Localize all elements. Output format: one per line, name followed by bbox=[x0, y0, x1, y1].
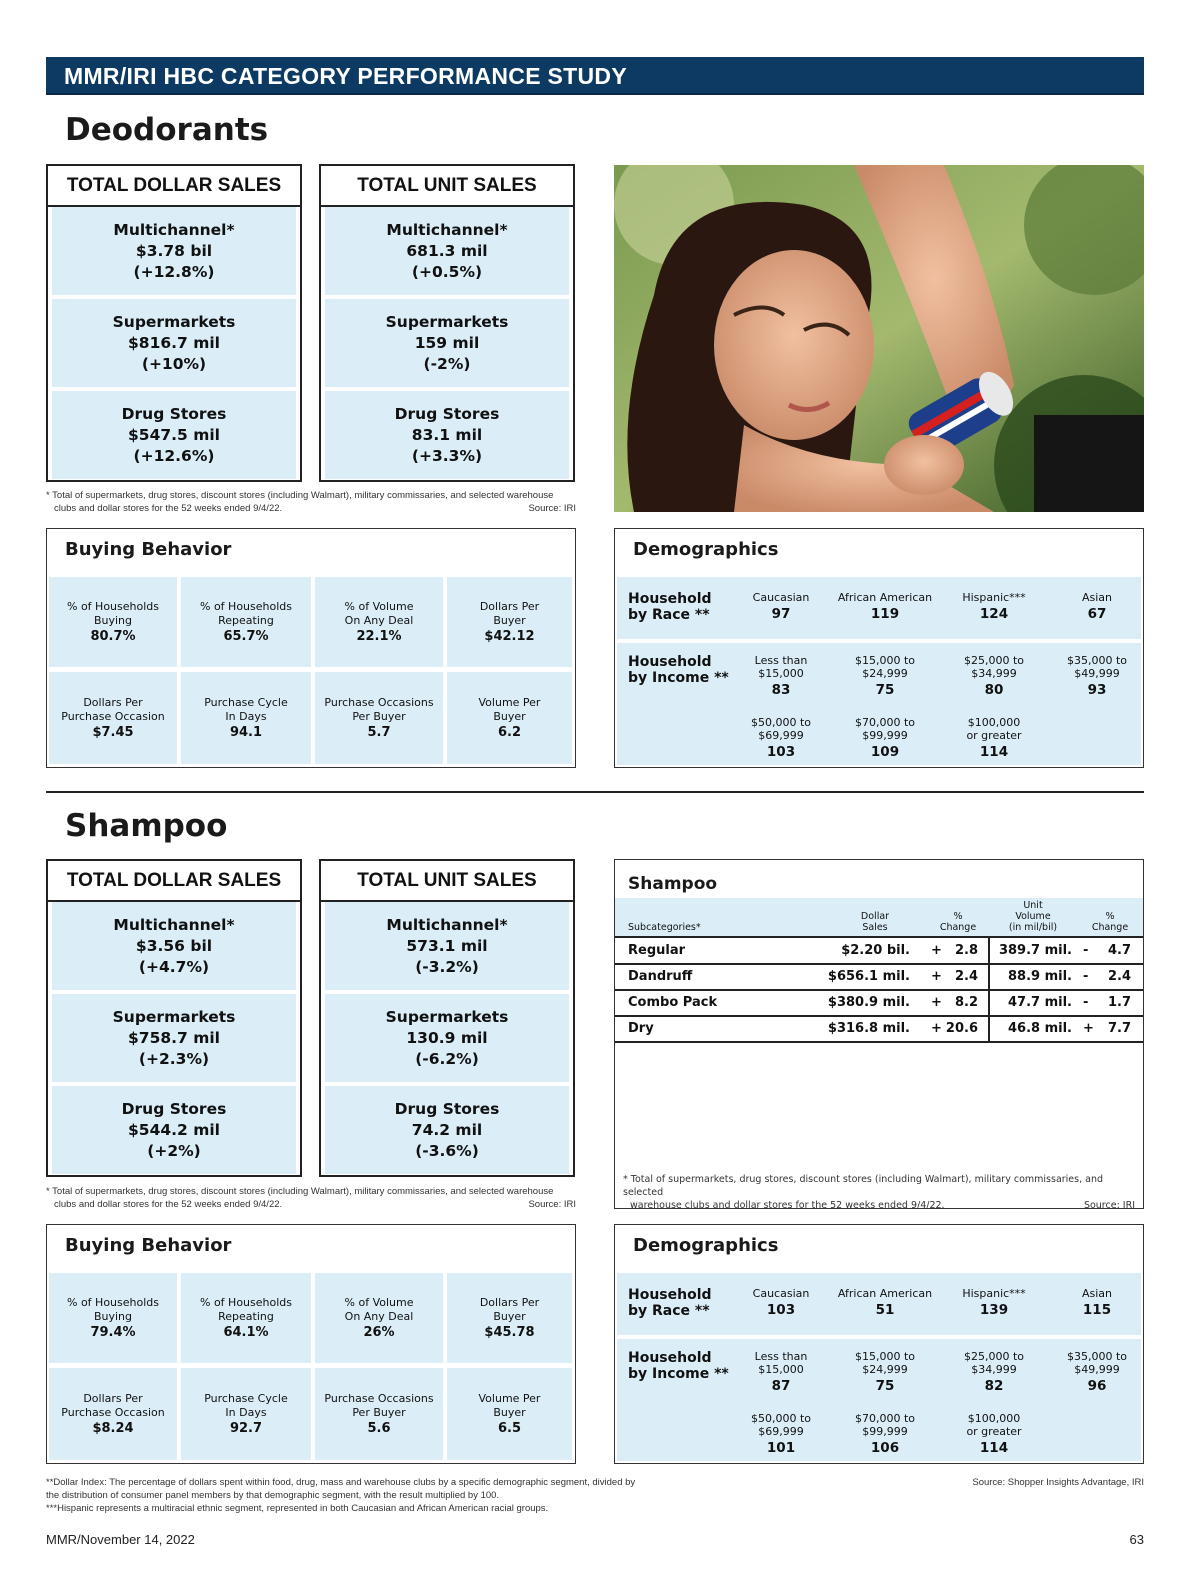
cell-label: Drug Stores bbox=[121, 1099, 227, 1118]
cell-label: Supermarkets bbox=[385, 312, 509, 331]
buying-metric bbox=[447, 1273, 572, 1363]
col-header-subcategories: Subcategories* bbox=[628, 922, 701, 933]
header-line: Volume bbox=[1015, 911, 1051, 922]
row-units: 389.7 mil. bbox=[998, 943, 1072, 958]
income-item bbox=[726, 654, 836, 697]
demographic-footnotes bbox=[46, 1476, 746, 1515]
unit-sales-header: TOTAL UNIT SALES bbox=[321, 166, 573, 207]
income-item bbox=[1042, 1350, 1152, 1393]
page-footer-issue: MMR/November 14, 2022 bbox=[46, 1532, 195, 1547]
item-value: 93 bbox=[1087, 682, 1107, 698]
metric-label: Dollars Per bbox=[83, 1392, 143, 1406]
income-label bbox=[628, 654, 729, 686]
metric-label: % of Households bbox=[67, 1296, 159, 1310]
cell-change: (+4.7%) bbox=[138, 957, 210, 976]
item-label: African American bbox=[837, 1287, 933, 1300]
row-name: Dandruff bbox=[628, 969, 693, 984]
item-value: 80 bbox=[984, 682, 1004, 698]
header-line: Unit bbox=[1023, 900, 1043, 911]
metric-value: $45.78 bbox=[484, 1325, 535, 1341]
cell-change: (+12.6%) bbox=[133, 446, 215, 465]
item-value: 139 bbox=[979, 1302, 1009, 1318]
buying-metric bbox=[447, 577, 572, 667]
row-units: 47.7 mil. bbox=[1008, 995, 1072, 1010]
income-item bbox=[726, 1412, 836, 1455]
label-line: Household bbox=[628, 1350, 712, 1366]
item-label: $35,000 to bbox=[1066, 654, 1128, 667]
metric-value: $42.12 bbox=[484, 629, 535, 645]
footnote-line: warehouse clubs and dollar stores for the 52 weeks ended 9/4/22. bbox=[630, 1200, 945, 1211]
cell-label: Drug Stores bbox=[394, 404, 500, 423]
race-item bbox=[1042, 1287, 1152, 1317]
item-value: 75 bbox=[875, 1378, 895, 1394]
item-label: $69,999 bbox=[758, 1425, 804, 1438]
row-dollars: $380.9 mil. bbox=[827, 995, 910, 1010]
item-label: or greater bbox=[966, 729, 1022, 742]
metric-label: On Any Deal bbox=[344, 613, 414, 627]
subcategory-rows bbox=[615, 938, 1143, 1042]
col-header-dollar-sales bbox=[845, 911, 905, 933]
metric-label: % of Volume bbox=[344, 600, 414, 614]
cell-value: 159 mil bbox=[414, 333, 480, 352]
row-unit-sign: + bbox=[1083, 1021, 1094, 1036]
race-item bbox=[830, 1287, 940, 1317]
dollar-sales-drug-stores bbox=[52, 1086, 296, 1174]
item-label: $15,000 to bbox=[854, 1350, 916, 1363]
cell-value: $3.56 bil bbox=[135, 936, 213, 955]
footnote-line: ***Hispanic represents a multiracial ethnic segment, represented in both Caucasian and African American racial groups. bbox=[46, 1503, 549, 1514]
item-label: Asian bbox=[1081, 1287, 1113, 1300]
cell-change: (-6.2%) bbox=[415, 1049, 479, 1068]
source-note: Source: IRI bbox=[528, 1199, 576, 1210]
income-item bbox=[830, 716, 940, 759]
item-label: $70,000 to bbox=[854, 1412, 916, 1425]
header-line: Change bbox=[1091, 922, 1129, 933]
col-header-unit-change bbox=[1085, 911, 1135, 933]
unit-sales-multichannel bbox=[325, 902, 569, 990]
row-unit-pct: 2.4 bbox=[1107, 969, 1131, 984]
metric-label: % of Volume bbox=[344, 1296, 414, 1310]
deodorant-sales-footnote bbox=[46, 489, 576, 515]
metric-label: Purchase Occasion bbox=[61, 1405, 165, 1419]
metric-label: Volume Per bbox=[478, 696, 541, 710]
metric-value: 65.7% bbox=[223, 629, 269, 645]
row-name: Combo Pack bbox=[628, 995, 718, 1010]
metric-label: Per Buyer bbox=[352, 1405, 406, 1419]
item-label: $25,000 to bbox=[963, 1350, 1025, 1363]
metric-label: On Any Deal bbox=[344, 1309, 414, 1323]
footnote-line: clubs and dollar stores for the 52 weeks ended 9/4/22. bbox=[54, 503, 283, 514]
page-number: 63 bbox=[1129, 1532, 1144, 1547]
demographics-title: Demographics bbox=[633, 1235, 779, 1256]
income-item bbox=[939, 716, 1049, 759]
cell-label: Multichannel* bbox=[386, 220, 508, 239]
buying-metric bbox=[315, 577, 443, 667]
row-name: Dry bbox=[628, 1021, 654, 1036]
cell-value: 130.9 mil bbox=[406, 1028, 488, 1047]
unit-sales-multichannel bbox=[325, 207, 569, 295]
section-title-shampoo: Shampoo bbox=[65, 808, 228, 844]
income-item bbox=[939, 1350, 1049, 1393]
row-unit-sign: - bbox=[1083, 969, 1089, 984]
metric-label: In Days bbox=[225, 709, 267, 723]
metric-label: Volume Per bbox=[478, 1392, 541, 1406]
item-label: Caucasian bbox=[752, 1287, 810, 1300]
metric-value: 80.7% bbox=[90, 629, 136, 645]
deodorant-demographics-panel bbox=[614, 528, 1144, 768]
cell-value: 83.1 mil bbox=[411, 425, 483, 444]
metric-value: 79.4% bbox=[90, 1325, 136, 1341]
metric-label: Buyer bbox=[493, 613, 526, 627]
metric-value: 94.1 bbox=[229, 725, 263, 741]
row-unit-pct: 4.7 bbox=[1107, 943, 1131, 958]
buying-metric bbox=[181, 1368, 311, 1460]
metric-label: % of Households bbox=[200, 1296, 292, 1310]
item-label: $99,999 bbox=[862, 1425, 908, 1438]
race-item bbox=[830, 591, 940, 621]
item-label: Less than bbox=[754, 654, 808, 667]
buying-metric bbox=[181, 577, 311, 667]
metric-value: 6.2 bbox=[497, 725, 522, 741]
row-name: Regular bbox=[628, 943, 686, 958]
deodorant-unit-sales-box bbox=[319, 164, 575, 482]
item-value: 67 bbox=[1087, 606, 1107, 622]
item-value: 96 bbox=[1087, 1378, 1107, 1394]
item-label: $15,000 to bbox=[854, 654, 916, 667]
item-label: $34,999 bbox=[971, 667, 1017, 680]
header-line: % bbox=[1105, 911, 1115, 922]
item-label: $70,000 to bbox=[854, 716, 916, 729]
item-value: 97 bbox=[771, 606, 791, 622]
table-row bbox=[615, 990, 1143, 1017]
item-label: $34,999 bbox=[971, 1363, 1017, 1376]
race-item bbox=[939, 1287, 1049, 1317]
dollar-sales-drug-stores bbox=[52, 391, 296, 479]
table-row bbox=[615, 1016, 1143, 1043]
item-label: African American bbox=[837, 591, 933, 604]
unit-sales-header: TOTAL UNIT SALES bbox=[321, 861, 573, 902]
income-item bbox=[939, 654, 1049, 697]
item-value: 109 bbox=[870, 744, 900, 760]
item-label: or greater bbox=[966, 1425, 1022, 1438]
row-dollars: $2.20 bil. bbox=[841, 943, 910, 958]
col-header-unit-volume bbox=[998, 900, 1068, 933]
income-item bbox=[830, 654, 940, 697]
metric-label: Purchase Occasion bbox=[61, 709, 165, 723]
buying-metric bbox=[181, 672, 311, 764]
metric-label: Buyer bbox=[493, 709, 526, 723]
dollar-sales-multichannel bbox=[52, 902, 296, 990]
row-units: 46.8 mil. bbox=[1008, 1021, 1072, 1036]
metric-value: 92.7 bbox=[229, 1421, 263, 1437]
item-label: $24,999 bbox=[862, 1363, 908, 1376]
metric-label: Dollars Per bbox=[83, 696, 143, 710]
cell-value: $544.2 mil bbox=[128, 1120, 220, 1139]
metric-label: Dollars Per bbox=[479, 600, 540, 614]
metric-label: Repeating bbox=[218, 1309, 274, 1323]
item-label: $15,000 bbox=[758, 667, 804, 680]
metric-label: Purchase Cycle bbox=[204, 1392, 288, 1406]
label-line: by Income ** bbox=[628, 1366, 729, 1382]
section-divider bbox=[46, 791, 1144, 793]
row-sign: + bbox=[931, 995, 942, 1010]
subcategory-footnote bbox=[623, 1173, 1135, 1212]
item-value: 103 bbox=[766, 744, 796, 760]
race-item bbox=[939, 591, 1049, 621]
woman-applying-deodorant-photo bbox=[614, 165, 1144, 512]
footnote-line: clubs and dollar stores for the 52 weeks ended 9/4/22. bbox=[54, 1199, 283, 1210]
item-label: $35,000 to bbox=[1066, 1350, 1128, 1363]
table-row bbox=[615, 938, 1143, 965]
cell-label: Supermarkets bbox=[385, 1007, 509, 1026]
footnote-line: * Total of supermarkets, drug stores, discount stores (including Walmart), military commissaries, and selected bbox=[623, 1174, 1104, 1198]
metric-value: $7.45 bbox=[92, 725, 134, 741]
metric-label: Buyer bbox=[493, 1405, 526, 1419]
cell-change: (+2.3%) bbox=[138, 1049, 210, 1068]
buying-metric bbox=[181, 1273, 311, 1363]
unit-sales-supermarkets bbox=[325, 994, 569, 1082]
cell-label: Supermarkets bbox=[112, 312, 236, 331]
buying-behavior-title: Buying Behavior bbox=[65, 1235, 232, 1256]
item-label: Caucasian bbox=[752, 591, 810, 604]
cell-label: Multichannel* bbox=[386, 915, 508, 934]
header-line: % bbox=[953, 911, 963, 922]
item-label: $49,999 bbox=[1074, 667, 1120, 680]
dollar-sales-header: TOTAL DOLLAR SALES bbox=[48, 166, 300, 207]
shampoo-buying-behavior-panel bbox=[46, 1224, 576, 1464]
label-line: Household bbox=[628, 591, 712, 607]
metric-label: Repeating bbox=[218, 613, 274, 627]
col-header-pct-change bbox=[933, 911, 983, 933]
row-sign: + bbox=[931, 969, 942, 984]
header-line: Dollar bbox=[860, 911, 890, 922]
race-item bbox=[1042, 591, 1152, 621]
shampoo-sales-footnote bbox=[46, 1185, 576, 1211]
cell-label: Drug Stores bbox=[121, 404, 227, 423]
item-label: Hispanic*** bbox=[962, 591, 1026, 604]
metric-label: % of Households bbox=[200, 600, 292, 614]
item-value: 87 bbox=[771, 1378, 791, 1394]
item-label: $69,999 bbox=[758, 729, 804, 742]
metric-label: Dollars Per bbox=[479, 1296, 540, 1310]
row-pct: 2.8 bbox=[954, 943, 978, 958]
row-unit-pct: 1.7 bbox=[1107, 995, 1131, 1010]
buying-metric bbox=[315, 1273, 443, 1363]
income-item bbox=[830, 1350, 940, 1393]
source-note: Source: IRI bbox=[528, 503, 576, 514]
item-value: 51 bbox=[875, 1302, 895, 1318]
dollar-sales-supermarkets bbox=[52, 994, 296, 1082]
deodorant-dollar-sales-box bbox=[46, 164, 302, 482]
row-sign: + bbox=[931, 943, 942, 958]
item-label: $99,999 bbox=[862, 729, 908, 742]
item-label: $15,000 bbox=[758, 1363, 804, 1376]
row-unit-pct: 7.7 bbox=[1107, 1021, 1131, 1036]
metric-value: 64.1% bbox=[223, 1325, 269, 1341]
subcategory-title: Shampoo bbox=[628, 874, 718, 894]
footnote-line: the distribution of consumer panel members by that demographic segment, with the result multiplied by 100. bbox=[46, 1490, 500, 1501]
header-line: (in mil/bil) bbox=[1008, 922, 1058, 933]
unit-sales-drug-stores bbox=[325, 1086, 569, 1174]
buying-behavior-title: Buying Behavior bbox=[65, 539, 232, 560]
shampoo-unit-sales-box bbox=[319, 859, 575, 1177]
cell-value: 681.3 mil bbox=[406, 241, 488, 260]
shampoo-dollar-sales-box bbox=[46, 859, 302, 1177]
dollar-sales-supermarkets bbox=[52, 299, 296, 387]
cell-change: (-3.2%) bbox=[415, 957, 479, 976]
item-value: 83 bbox=[771, 682, 791, 698]
row-unit-sign: - bbox=[1083, 943, 1089, 958]
cell-change: (-2%) bbox=[423, 354, 471, 373]
metric-label: Purchase Cycle bbox=[204, 696, 288, 710]
metric-label: Purchase Occasions bbox=[324, 1392, 434, 1406]
item-value: 114 bbox=[979, 1440, 1009, 1456]
income-item bbox=[830, 1412, 940, 1455]
cell-change: (+2%) bbox=[147, 1141, 201, 1160]
item-value: 103 bbox=[766, 1302, 796, 1318]
income-item bbox=[726, 1350, 836, 1393]
metric-label: Buyer bbox=[493, 1309, 526, 1323]
label-line: by Income ** bbox=[628, 670, 729, 686]
income-label bbox=[628, 1350, 729, 1382]
unit-sales-supermarkets bbox=[325, 299, 569, 387]
row-unit-sign: - bbox=[1083, 995, 1089, 1010]
footnote-line: * Total of supermarkets, drug stores, discount stores (including Walmart), military commissaries, and selected warehouse bbox=[46, 1186, 554, 1197]
header-line: Change bbox=[939, 922, 977, 933]
item-value: 82 bbox=[984, 1378, 1004, 1394]
row-pct: 20.6 bbox=[945, 1021, 978, 1036]
row-pct: 8.2 bbox=[954, 995, 978, 1010]
buying-metric bbox=[315, 1368, 443, 1460]
item-label: $50,000 to bbox=[750, 1412, 812, 1425]
metric-label: Buying bbox=[93, 613, 133, 627]
cell-change: (+12.8%) bbox=[133, 262, 215, 281]
buying-metric bbox=[447, 672, 572, 764]
shampoo-subcategory-panel bbox=[614, 859, 1144, 1209]
item-label: $100,000 bbox=[967, 716, 1021, 729]
metric-value: $8.24 bbox=[92, 1421, 134, 1437]
cell-label: Multichannel* bbox=[113, 915, 235, 934]
page-banner: MMR/IRI HBC CATEGORY PERFORMANCE STUDY bbox=[46, 57, 1144, 95]
race-item bbox=[726, 1287, 836, 1317]
metric-value: 5.6 bbox=[367, 1421, 391, 1437]
footnote-line: **Dollar Index: The percentage of dollars spent within food, drug, mass and warehouse clubs by a specific demographic segment, divided by bbox=[46, 1477, 636, 1488]
cell-value: $547.5 mil bbox=[128, 425, 220, 444]
metric-label: Per Buyer bbox=[352, 709, 406, 723]
row-units: 88.9 mil. bbox=[1008, 969, 1072, 984]
item-value: 115 bbox=[1082, 1302, 1112, 1318]
buying-metric bbox=[49, 577, 177, 667]
race-item bbox=[726, 591, 836, 621]
demographics-title: Demographics bbox=[633, 539, 779, 560]
cell-value: $3.78 bil bbox=[135, 241, 213, 260]
item-label: $24,999 bbox=[862, 667, 908, 680]
cell-label: Multichannel* bbox=[113, 220, 235, 239]
metric-value: 26% bbox=[363, 1325, 395, 1341]
item-label: Hispanic*** bbox=[962, 1287, 1026, 1300]
cell-change: (+0.5%) bbox=[411, 262, 483, 281]
label-line: Household bbox=[628, 654, 712, 670]
buying-metric bbox=[49, 672, 177, 764]
income-item bbox=[939, 1412, 1049, 1455]
item-value: 106 bbox=[870, 1440, 900, 1456]
row-pct: 2.4 bbox=[954, 969, 978, 984]
cell-change: (+10%) bbox=[141, 354, 207, 373]
item-label: Less than bbox=[754, 1350, 808, 1363]
metric-value: 6.5 bbox=[497, 1421, 522, 1437]
buying-metric bbox=[49, 1368, 177, 1460]
deodorant-buying-behavior-panel bbox=[46, 528, 576, 768]
label-line: Household bbox=[628, 1287, 712, 1303]
buying-metric bbox=[447, 1368, 572, 1460]
metric-label: % of Households bbox=[67, 600, 159, 614]
item-value: 124 bbox=[979, 606, 1009, 622]
demographic-source: Source: Shopper Insights Advantage, IRI bbox=[972, 1477, 1144, 1488]
cell-value: $758.7 mil bbox=[128, 1028, 220, 1047]
source-note: Source: IRI bbox=[1083, 1200, 1135, 1211]
item-value: 75 bbox=[875, 682, 895, 698]
item-value: 119 bbox=[870, 606, 900, 622]
row-dollars: $656.1 mil. bbox=[827, 969, 910, 984]
metric-value: 5.7 bbox=[367, 725, 391, 741]
item-value: 114 bbox=[979, 744, 1009, 760]
dollar-sales-multichannel bbox=[52, 207, 296, 295]
buying-metric bbox=[315, 672, 443, 764]
income-item bbox=[1042, 654, 1152, 697]
dollar-sales-header: TOTAL DOLLAR SALES bbox=[48, 861, 300, 902]
footnote-line: * Total of supermarkets, drug stores, discount stores (including Walmart), military commissaries, and selected warehouse bbox=[46, 490, 554, 501]
section-title-deodorants: Deodorants bbox=[65, 112, 269, 148]
label-line: by Race ** bbox=[628, 607, 710, 623]
item-label: $100,000 bbox=[967, 1412, 1021, 1425]
item-label: Asian bbox=[1081, 591, 1113, 604]
race-label bbox=[628, 591, 712, 623]
metric-label: In Days bbox=[225, 1405, 267, 1419]
item-label: $49,999 bbox=[1074, 1363, 1120, 1376]
metric-label: Buying bbox=[93, 1309, 133, 1323]
metric-value: 22.1% bbox=[356, 629, 402, 645]
label-line: by Race ** bbox=[628, 1303, 710, 1319]
cell-change: (-3.6%) bbox=[415, 1141, 479, 1160]
race-label bbox=[628, 1287, 712, 1319]
item-value: 101 bbox=[766, 1440, 796, 1456]
metric-label: Purchase Occasions bbox=[324, 696, 434, 710]
row-sign: + bbox=[931, 1021, 942, 1036]
cell-value: $816.7 mil bbox=[128, 333, 220, 352]
header-line: Sales bbox=[862, 922, 888, 933]
cell-label: Supermarkets bbox=[112, 1007, 236, 1026]
cell-value: 74.2 mil bbox=[411, 1120, 483, 1139]
item-label: $25,000 to bbox=[963, 654, 1025, 667]
buying-metric bbox=[49, 1273, 177, 1363]
cell-label: Drug Stores bbox=[394, 1099, 500, 1118]
cell-value: 573.1 mil bbox=[406, 936, 488, 955]
cell-change: (+3.3%) bbox=[411, 446, 483, 465]
shampoo-demographics-panel bbox=[614, 1224, 1144, 1464]
income-item bbox=[726, 716, 836, 759]
unit-sales-drug-stores bbox=[325, 391, 569, 479]
row-dollars: $316.8 mil. bbox=[827, 1021, 910, 1036]
item-label: $50,000 to bbox=[750, 716, 812, 729]
table-row bbox=[615, 964, 1143, 991]
